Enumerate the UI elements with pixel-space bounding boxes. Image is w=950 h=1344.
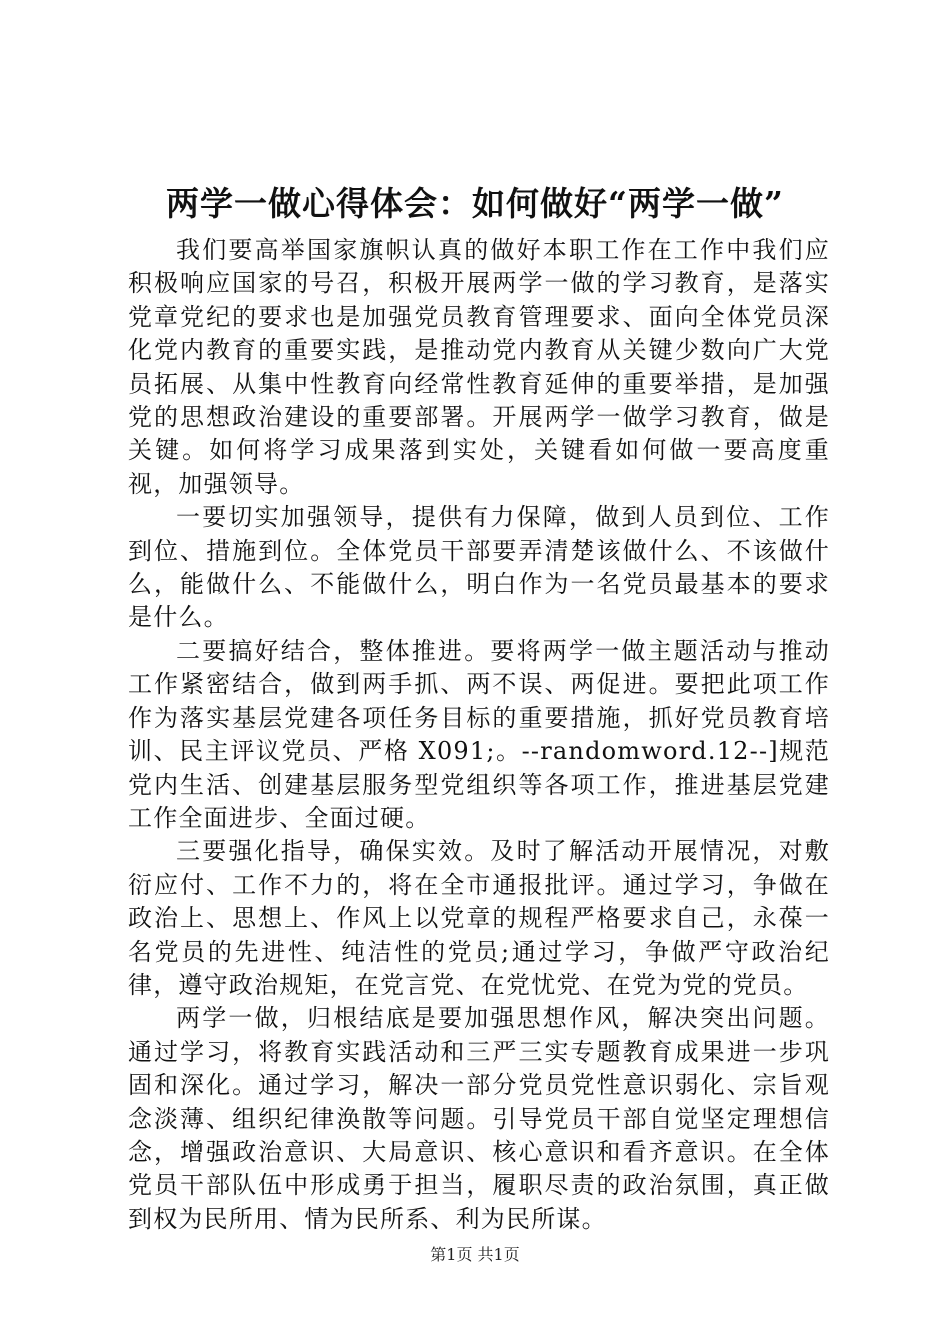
paragraph-3: 二要搞好结合，整体推进。要将两学一做主题活动与推动工作紧密结合，做到两手抓、两不误、两促进。要把此项工作作为落实基层党建各项任务目标的重要措施，抓好党员教育培训、民主评议党员、严格 X091;。--randomword.12--]规范党内生活、创建基层服务型党组织等各项工作，推进基层党建工作全面进步、全面过硬。 <box>128 636 830 832</box>
document-body <box>128 234 830 1236</box>
paragraph-5: 两学一做，归根结底是要加强思想作风，解决突出问题。通过学习，将教育实践活动和三严三实专题教育成果进一步巩固和深化。通过学习，解决一部分党员党性意识弱化、宗旨观念淡薄、组织纪律涣散等问题。引导党员干部自觉坚定理想信念，增强政治意识、大局意识、核心意识和看齐意识。在全体党员干部队伍中形成勇于担当，履职尽责的政治氛围，真正做到权为民所用、情为民所系、利为民所谋。 <box>128 1004 830 1233</box>
page-number-footer: 第1页 共1页 <box>430 1245 520 1264</box>
paragraph-1: 我们要高举国家旗帜认真的做好本职工作在工作中我们应积极响应国家的号召，积极开展两学一做的学习教育，是落实党章党纪的要求也是加强党员教育管理要求、面向全体党员深化党内教育的重要实践，是推动党内教育从关键少数向广大党员拓展、从集中性教育向经常性教育延伸的重要举措，是加强党的思想政治建设的重要部署。开展两学一做学习教育，做是关键。如何将学习成果落到实处，关键看如何做一要高度重视，加强领导。 <box>128 236 830 498</box>
document-title: 两学一做心得体会：如何做好“两学一做” <box>166 184 784 224</box>
paragraph-4: 三要强化指导，确保实效。及时了解活动开展情况，对敷衍应付、工作不力的，将在全市通报批评。通过学习，争做在政治上、思想上、作风上以党章的规程严格要求自己，永葆一名党员的先进性、纯洁性的党员;通过学习，争做严守政治纪律，遵守政治规矩，在党言党、在党忧党、在党为党的党员。 <box>128 837 830 999</box>
paragraph-2: 一要切实加强领导，提供有力保障，做到人员到位、工作到位、措施到位。全体党员干部要弄清楚该做什么、不该做什么，能做什么、不能做什么，明白作为一名党员最基本的要求是什么。 <box>128 503 830 632</box>
